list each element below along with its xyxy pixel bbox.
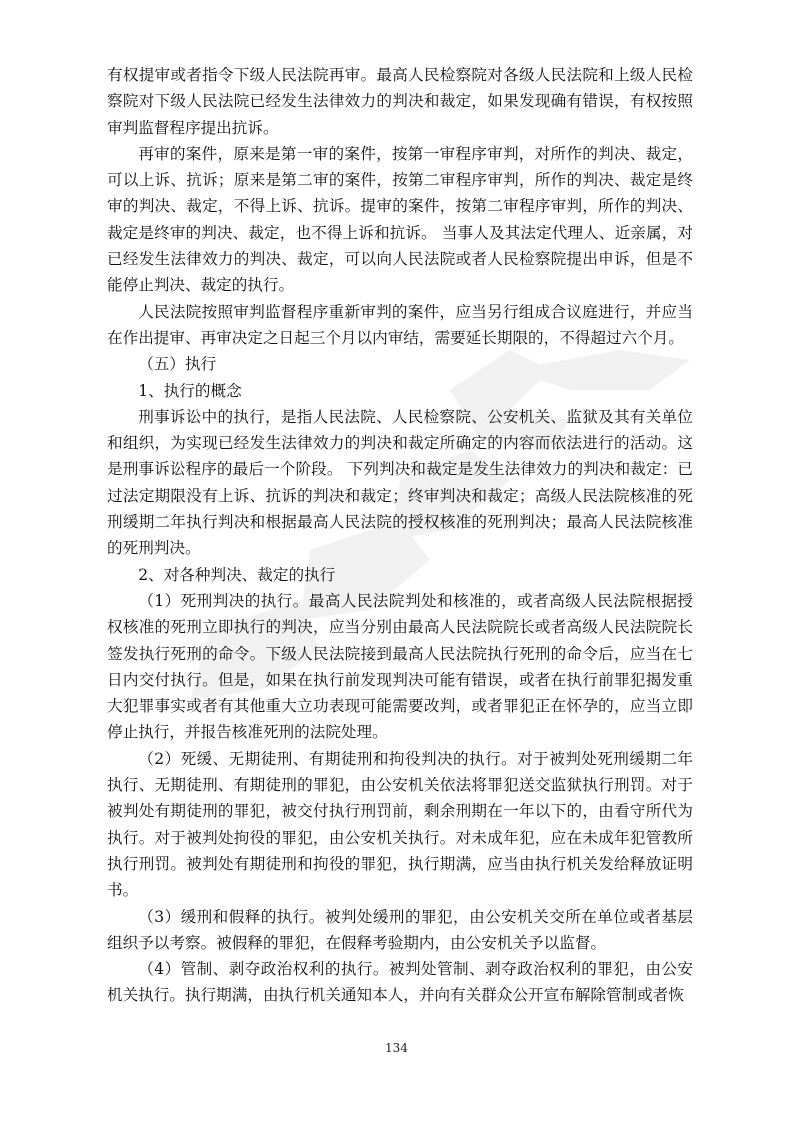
- document-body: [107, 62, 693, 1009]
- paragraph: 人民法院按照审判监督程序重新审判的案件，应当另行组成合议庭进行，并应当在作出提审、再审决定之日起三个月以内审结，需要延长期限的，不得超过六个月。: [107, 302, 693, 347]
- paragraph: 有权提审或者指令下级人民法院再审。最高人民检察院对各级人民法院和上级人民检察院对下级人民法院已经发生法律效力的判决和裁定，如果发现确有错误，有权按照审判监督程序提出抗诉。: [107, 66, 693, 137]
- paragraph: 刑事诉讼中的执行，是指人民法院、人民检察院、公安机关、监狱及其有关单位和组织，为实现已经发生法律效力的判决和裁定所确定的内容而依法进行的活动。这是刑事诉讼程序的最后一个阶段。 下列判决和裁定是发生法律效力的判决和裁定：已过法定期限没有上诉、抗诉的判决和裁定；终审判决和裁定；高级人民法院核准的死刑缓期二年执行判决和根据最高人民法院的授权核准的死刑判决；最高人民法院核准的死刑判决。: [107, 407, 693, 558]
- subsection-heading: 1、执行的概念: [138, 381, 242, 400]
- paragraph: （4）管制、剥夺政治权利的执行。被判处管制、剥夺政治权利的罪犯，由公安机关执行。执行期满，由执行机关通知本人，并向有关群众公开宣布解除管制或者恢: [107, 960, 693, 1005]
- page-number: 134: [385, 1041, 408, 1055]
- section-heading: （五）执行: [138, 355, 217, 374]
- paragraph: （1）死刑判决的执行。最高人民法院判处和核准的，或者高级人民法院根据授权核准的死刑立即执行的判决，应当分别由最高人民法院院长或者高级人民法院院长签发执行死刑的命令。下级人民法院接到最高人民法院执行死刑的命令后，应当在七日内交付执行。但是，如果在执行前发现判决可能有错误，或者在执行前罪犯揭发重大犯罪事实或者有其他重大立功表现可能需要改判，或者罪犯正在怀孕的，应当立即停止执行，并报告核准死刑的法院处理。: [107, 591, 693, 742]
- paragraph: （2）死缓、无期徒刑、有期徒刑和拘役判决的执行。对于被判处死刑缓期二年执行、无期徒刑、有期徒刑的罪犯，由公安机关依法将罪犯送交监狱执行刑罚。对于被判处有期徒刑的罪犯，被交付执行刑罚前，剩余刑期在一年以下的，由看守所代为执行。对于被判处拘役的罪犯，由公安机关执行。对未成年犯，应在未成年犯管教所执行刑罚。被判处有期徒刑和拘役的罪犯，执行期满，应当由执行机关发给释放证明书。: [107, 749, 693, 900]
- paragraph: 再审的案件，原来是第一审的案件，按第一审程序审判，对所作的判决、裁定，可以上诉、抗诉；原来是第二审的案件，按第二审程序审判，所作的判决、裁定是终审的判决、裁定，不得上诉、抗诉。提审的案件，按第二审程序审判，所作的判决、裁定是终审的判决、裁定，也不得上诉和抗诉。 当事人及其法定代理人、近亲属，对已经发生法律效力的判决、裁定，可以向人民法院或者人民检察院提出申诉，但是不能停止判决、裁定的执行。: [107, 144, 693, 295]
- paragraph: （3）缓刑和假释的执行。被判处缓刑的罪犯，由公安机关交所在单位或者基层组织予以考察。被假释的罪犯，在假释考验期内，由公安机关予以监督。: [107, 907, 693, 952]
- subsection-heading: 2、对各种判决、裁定的执行: [138, 565, 336, 584]
